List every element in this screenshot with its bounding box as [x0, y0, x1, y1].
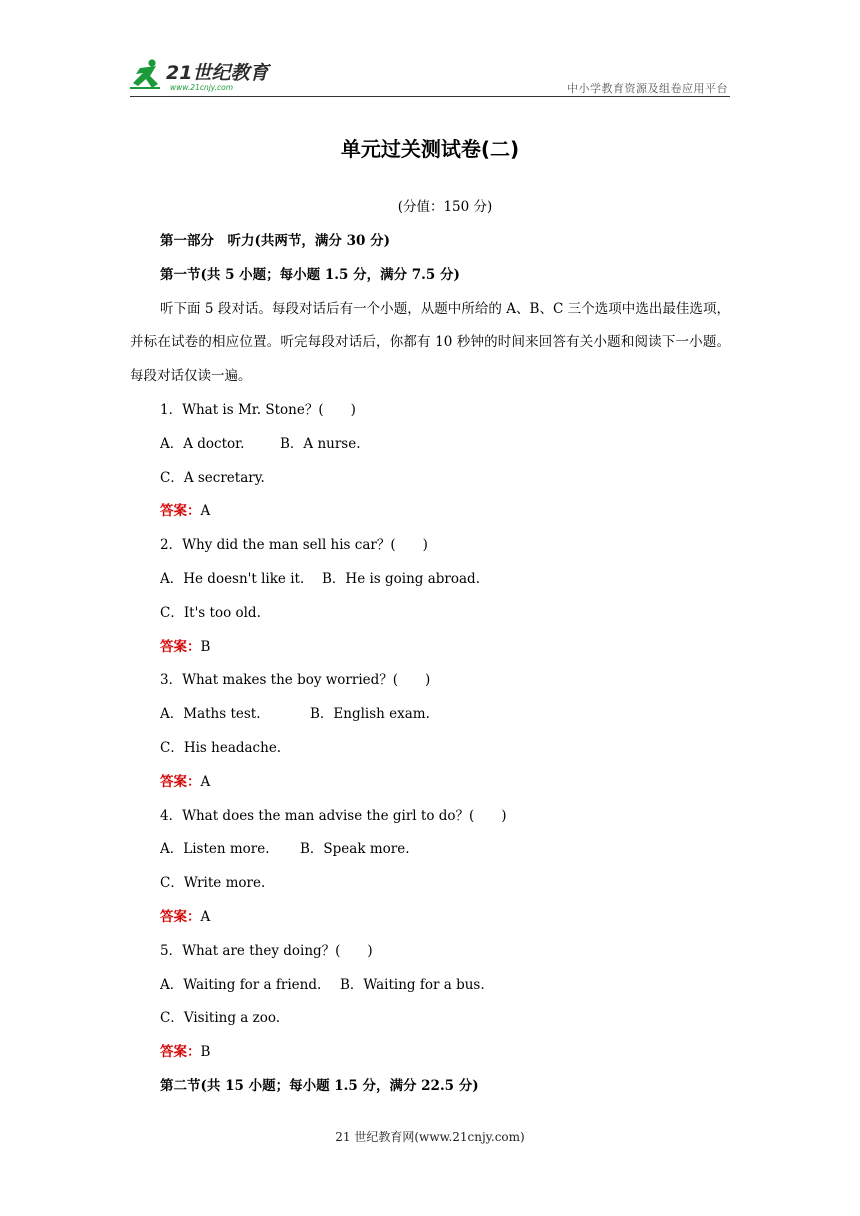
page-header [130, 58, 730, 96]
option-c: C．His headache. [160, 739, 282, 756]
answer-row [130, 1036, 730, 1070]
page-title: 单元过关测试卷(二) [340, 137, 520, 161]
header-platform-text: 中小学教育资源及组卷应用平台 [567, 82, 728, 95]
question-1 [130, 394, 730, 529]
question-stem: 2．Why did the man sell his car？( ) [160, 537, 428, 554]
option-b: B．A nurse. [280, 435, 361, 452]
header-divider [130, 96, 730, 97]
answer-label: 答案： [160, 503, 201, 520]
option-b: B．He is going abroad. [322, 570, 480, 587]
answer-value: A [200, 908, 211, 925]
answer-row [130, 495, 730, 529]
page-footer: 21 世纪教育网(www.21cnjy.com) [335, 1130, 525, 1144]
options-row [130, 698, 730, 732]
options-row [130, 428, 730, 462]
question-4 [130, 800, 730, 935]
answer-label: 答案： [160, 773, 201, 790]
question-3 [130, 664, 730, 799]
score-info: (分值：150 分) [397, 199, 493, 215]
answer-row [130, 631, 730, 665]
logo-url: www.21cnjy.com [170, 83, 234, 92]
logo-text: 21世纪教育 [166, 62, 269, 84]
option-a: A．Waiting for a friend. [160, 976, 322, 993]
option-c: C．Write more. [160, 875, 266, 892]
question-stem: 3．What makes the boy worried？( ) [160, 672, 431, 689]
question-stem: 1．What is Mr. Stone？( ) [160, 401, 356, 418]
option-b: B．Speak more. [300, 841, 410, 858]
options-row [130, 563, 730, 597]
option-b: B．English exam. [310, 706, 430, 723]
answer-label: 答案： [160, 638, 201, 655]
option-a: A．Listen more. [160, 841, 270, 858]
question-5 [130, 935, 730, 1070]
answer-value: A [200, 773, 211, 790]
question-2 [130, 529, 730, 664]
option-a: A．Maths test. [160, 706, 261, 723]
question-stem: 4．What does the man advise the girl to do？( ) [160, 807, 507, 824]
exam-content [130, 225, 730, 1104]
answer-value: B [200, 1044, 211, 1061]
answer-value: B [200, 638, 211, 655]
option-c: C．It's too old. [160, 604, 261, 621]
answer-row [130, 901, 730, 935]
answer-value: A [200, 503, 211, 520]
answer-label: 答案： [160, 908, 201, 925]
options-row [130, 969, 730, 1003]
logo-runner-icon [130, 58, 280, 94]
answer-row [130, 766, 730, 800]
logo [130, 58, 280, 94]
part-heading: 第一部分 听力(共两节，满分 30 分) [160, 233, 390, 249]
question-stem: 5．What are they doing？( ) [160, 942, 373, 959]
instructions: 听下面 5 段对话。每段对话后有一个小题，从题中所给的 A、B、C 三个选项中选出最佳选项，并标在试卷的相应位置。听完每段对话后，你都有 10 秒钟的时间来回答有关小题和阅读下一小题。每段对话仅读一遍。 [130, 300, 730, 385]
option-a: A．He doesn't like it. [160, 570, 305, 587]
option-a: A．A doctor. [160, 435, 245, 452]
section-heading-1: 第一节(共 5 小题；每小题 1.5 分，满分 7.5 分) [160, 266, 460, 283]
option-c: C．A secretary. [160, 469, 265, 486]
options-row [130, 833, 730, 867]
option-c: C．Visiting a zoo. [160, 1010, 281, 1027]
answer-label: 答案： [160, 1044, 201, 1061]
section-heading-2: 第二节(共 15 小题；每小题 1.5 分，满分 22.5 分) [160, 1077, 479, 1094]
option-b: B．Waiting for a bus. [340, 976, 485, 993]
